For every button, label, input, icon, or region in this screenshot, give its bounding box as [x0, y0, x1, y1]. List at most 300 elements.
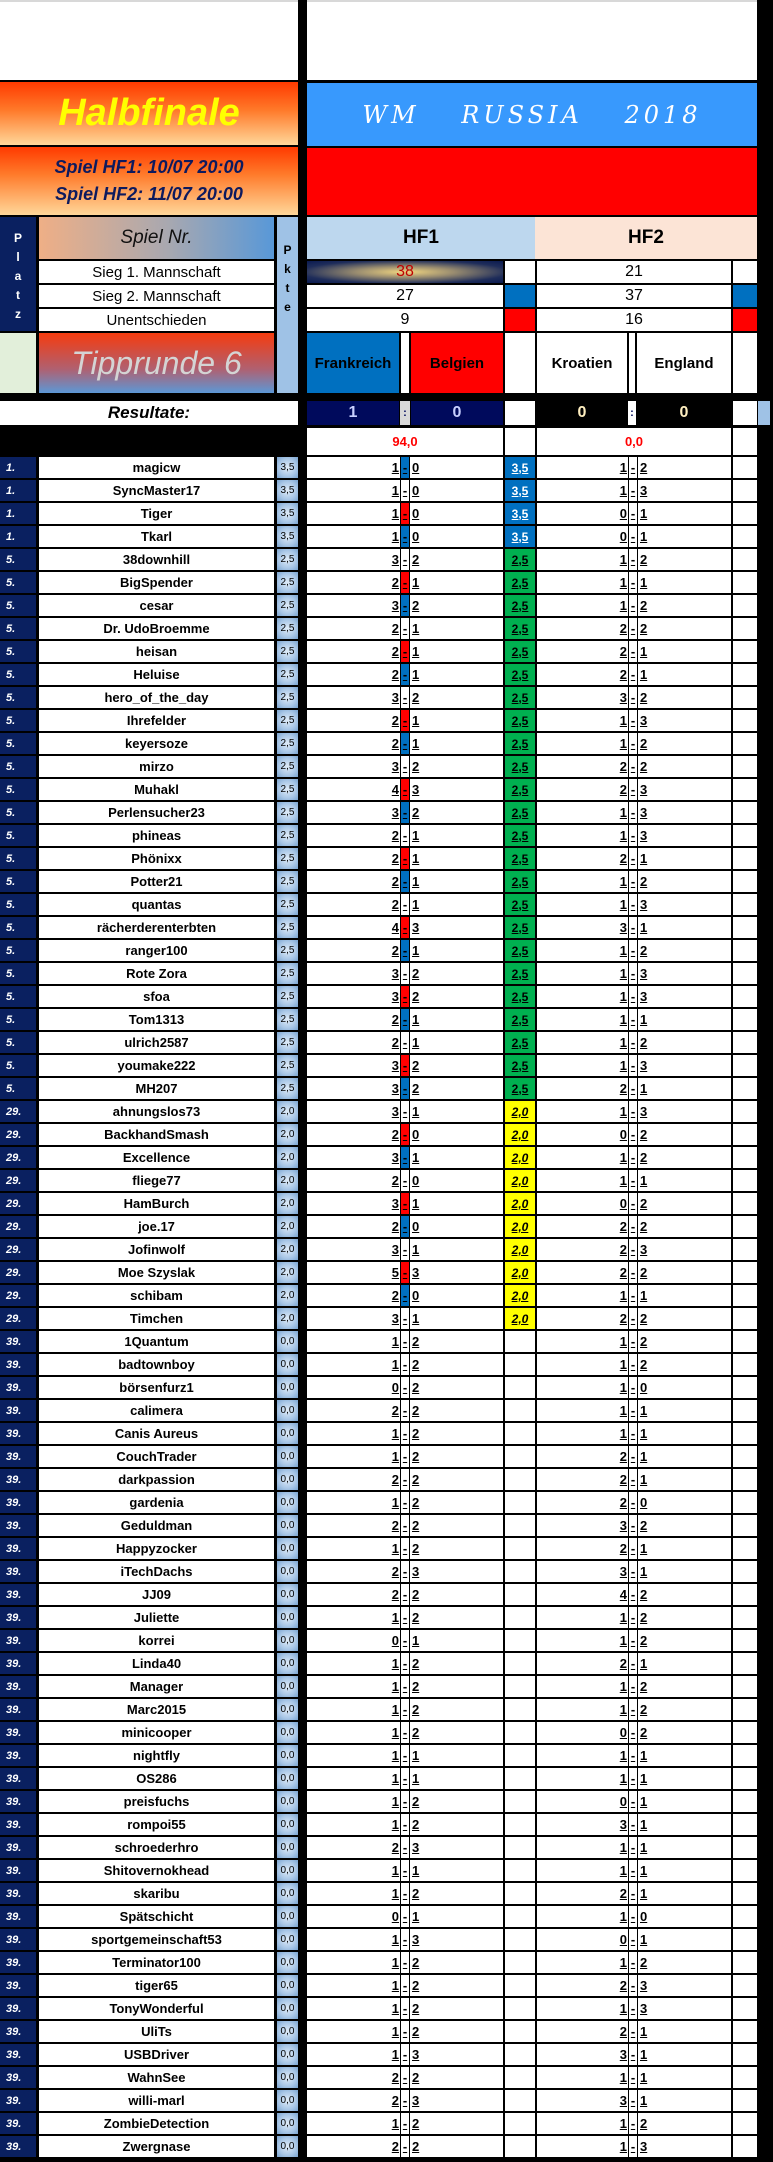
rank-cell: 39. [0, 1538, 36, 1559]
hf1-points-badge: 2,5 [505, 940, 535, 961]
flag-stripe-red [505, 309, 535, 331]
platz-letter: a [14, 269, 22, 283]
hf1-tip-cell [307, 1216, 503, 1237]
table-row [0, 894, 773, 917]
hf1-tip-cell [307, 1699, 503, 1720]
player-points: 0,0 [277, 2113, 298, 2134]
hf2-tip-home: 3 [619, 1817, 627, 1832]
hf2-tip-away: 3 [640, 2001, 648, 2016]
rank-cell: 39. [0, 1814, 36, 1835]
hf2-points-badge [733, 1492, 757, 1513]
points-total-hf2: 0,0 [537, 428, 731, 455]
hf1-points-badge: 2,5 [505, 687, 535, 708]
rank-cell: 5. [0, 664, 36, 685]
hf2-tendency-marker: - [630, 1127, 636, 1142]
hf2-draw-count: 16 [537, 309, 731, 331]
hf2-tendency-marker: - [630, 1403, 636, 1418]
hf1-tendency-marker: - [401, 1722, 409, 1743]
hf2-tendency-marker: - [630, 1702, 636, 1717]
hf1-tendency-marker: - [401, 1078, 409, 1099]
hf1-tendency-marker: - [401, 756, 409, 777]
hf2-points-badge [733, 526, 757, 547]
hf2-tip-cell [537, 733, 731, 754]
hf1-tip-away: 2 [412, 1403, 420, 1418]
hf1-tendency-marker: - [401, 687, 409, 708]
hf2-tip-cell [537, 802, 731, 823]
player-points: 0,0 [277, 1814, 298, 1835]
table-row [0, 1469, 773, 1492]
hf2-points-badge [733, 1193, 757, 1214]
result-spacer [505, 401, 535, 425]
table-row [0, 664, 773, 687]
player-points: 0,0 [277, 1515, 298, 1536]
hf1-tip-cell [307, 1239, 503, 1260]
hf1-tendency-marker: - [401, 2113, 409, 2134]
hf2-tip-home: 2 [619, 1472, 627, 1487]
hf2-tip-home: 1 [619, 1771, 627, 1786]
hf2-tip-home: 2 [619, 621, 627, 636]
hf2-tip-away: 1 [640, 920, 648, 935]
hf1-tip-cell [307, 1055, 503, 1076]
hf1-tip-home: 2 [391, 2093, 399, 2108]
hf1-tip-home: 2 [391, 1173, 399, 1188]
hf1-tip-away: 2 [412, 598, 420, 613]
player-name: Tiger [39, 503, 274, 524]
hf2-tip-home: 1 [619, 1403, 627, 1418]
table-row [0, 1009, 773, 1032]
player-name: SyncMaster17 [39, 480, 274, 501]
hf2-tip-away: 1 [640, 1449, 648, 1464]
hf2-tendency-marker: - [630, 506, 636, 521]
hf1-tip-cell [307, 1124, 503, 1145]
hf2-tip-away: 2 [640, 1610, 648, 1625]
hf1-points-badge [505, 1584, 535, 1605]
hf1-tip-cell [307, 641, 503, 662]
hf1-tip-away: 1 [412, 667, 420, 682]
hf1-tendency-marker: - [401, 1354, 409, 1375]
hf2-tendency-marker: - [630, 1955, 636, 1970]
match-header-hf2: HF2 [535, 217, 757, 259]
player-name: ahnungslos73 [39, 1101, 274, 1122]
hf1-tip-cell [307, 2021, 503, 2042]
hf2-tip-home: 0 [619, 1932, 627, 1947]
hf1-tendency-marker: - [401, 1400, 409, 1421]
player-name: schibam [39, 1285, 274, 1306]
hf2-tip-home: 1 [619, 1357, 627, 1372]
hf1-tip-home: 1 [391, 1817, 399, 1832]
hf1-tip-cell [307, 1308, 503, 1329]
hf2-tendency-marker: - [630, 667, 636, 682]
hf1-tip-away: 1 [412, 575, 420, 590]
hf2-points-badge [733, 1745, 757, 1766]
hf2-tip-away: 1 [640, 1886, 648, 1901]
player-name: Zwergnase [39, 2136, 274, 2157]
table-row [0, 1147, 773, 1170]
hf1-tip-home: 3 [391, 598, 399, 613]
hf2-tip-away: 2 [640, 1311, 648, 1326]
hf2-tip-home: 1 [619, 1104, 627, 1119]
hf2-tip-cell [537, 1055, 731, 1076]
hf2-tendency-marker: - [630, 483, 636, 498]
hf1-tip-home: 2 [391, 828, 399, 843]
hf2-tip-away: 2 [640, 1334, 648, 1349]
hf1-tip-away: 0 [412, 460, 420, 475]
hf1-tip-away: 1 [412, 1909, 420, 1924]
hf2-points-badge [733, 1952, 757, 1973]
hf2-tip-away: 1 [640, 506, 648, 521]
team-hf2-away: England [637, 333, 731, 393]
hf1-tip-home: 3 [391, 805, 399, 820]
hf1-points-badge [505, 2067, 535, 2088]
hf1-points-badge [505, 1676, 535, 1697]
hf2-tendency-marker: - [630, 713, 636, 728]
hf1-tip-home: 1 [391, 1771, 399, 1786]
player-name: MH207 [39, 1078, 274, 1099]
hf2-tip-away: 2 [640, 874, 648, 889]
rank-cell: 39. [0, 2090, 36, 2111]
hf2-tendency-marker: - [630, 1035, 636, 1050]
pkte-letter: P [283, 243, 292, 257]
hf2-tip-home: 1 [619, 2001, 627, 2016]
hf2-tip-cell [537, 1630, 731, 1651]
player-name: gardenia [39, 1492, 274, 1513]
hf1-points-badge [505, 1975, 535, 1996]
hf2-tip-home: 2 [619, 1219, 627, 1234]
hf1-tip-cell [307, 2136, 503, 2157]
table-row [0, 1768, 773, 1791]
hf2-tendency-marker: - [630, 529, 636, 544]
hf2-tip-cell [537, 894, 731, 915]
hf1-tip-away: 0 [412, 483, 420, 498]
hf2-tip-home: 0 [619, 1725, 627, 1740]
hf1-points-badge: 2,0 [505, 1239, 535, 1260]
rank-cell: 5. [0, 1032, 36, 1053]
hf2-points-badge [733, 1331, 757, 1352]
player-name: Terminator100 [39, 1952, 274, 1973]
hf1-tendency-marker: - [401, 1791, 409, 1812]
hf1-tip-home: 3 [391, 690, 399, 705]
hf1-tip-away: 2 [412, 2116, 420, 2131]
hf1-tip-home: 1 [391, 506, 399, 521]
hf1-tip-away: 1 [412, 828, 420, 843]
hf2-tip-cell [537, 1423, 731, 1444]
hf2-tendency-marker: - [630, 2001, 636, 2016]
hf1-tip-away: 2 [412, 1426, 420, 1441]
rank-cell: 39. [0, 1998, 36, 2019]
hf2-tip-home: 1 [619, 1909, 627, 1924]
rank-cell: 5. [0, 1055, 36, 1076]
hf2-tip-away: 2 [640, 1265, 648, 1280]
player-points: 2,5 [277, 963, 298, 984]
hf2-tip-away: 2 [640, 690, 648, 705]
table-row [0, 1630, 773, 1653]
hf2-tip-cell [537, 1124, 731, 1145]
hf1-tip-home: 2 [391, 1564, 399, 1579]
hf1-tendency-marker: - [401, 1975, 409, 1996]
table-row [0, 549, 773, 572]
player-name: skaribu [39, 1883, 274, 1904]
hf1-points-badge [505, 1331, 535, 1352]
hf1-tendency-marker: - [401, 1055, 409, 1076]
hf2-points-badge [733, 963, 757, 984]
hf1-tip-home: 3 [391, 552, 399, 567]
result-hf2-away: 0 [637, 401, 731, 425]
hf2-tip-away: 2 [640, 1150, 648, 1165]
hf1-tendency-marker: - [401, 572, 409, 593]
table-row [0, 1837, 773, 1860]
player-points: 2,5 [277, 664, 298, 685]
hf2-tip-away: 2 [640, 736, 648, 751]
table-row [0, 825, 773, 848]
hf1-points-badge [505, 1630, 535, 1651]
player-points: 2,5 [277, 1055, 298, 1076]
player-points: 2,5 [277, 1078, 298, 1099]
player-points: 0,0 [277, 1538, 298, 1559]
table-row [0, 1216, 773, 1239]
player-points: 2,0 [277, 1101, 298, 1122]
hf1-tip-cell [307, 572, 503, 593]
hf2-tip-cell [537, 1515, 731, 1536]
hf1-tendency-marker: - [401, 1101, 409, 1122]
hf1-tip-home: 1 [391, 1932, 399, 1947]
player-points: 2,5 [277, 1032, 298, 1053]
hf1-tip-away: 0 [412, 1173, 420, 1188]
player-name: ulrich2587 [39, 1032, 274, 1053]
hf1-points-badge [505, 1538, 535, 1559]
player-name: Phönixx [39, 848, 274, 869]
hf1-tendency-marker: - [401, 1193, 409, 1214]
hf2-tip-cell [537, 1607, 731, 1628]
hf2-tip-cell [537, 1377, 731, 1398]
hf2-tip-home: 1 [619, 1012, 627, 1027]
rank-cell: 39. [0, 1745, 36, 1766]
rank-cell: 29. [0, 1170, 36, 1191]
hf1-tip-cell [307, 1377, 503, 1398]
resultate-label: Resultate: [0, 401, 298, 425]
hf2-points-badge [733, 986, 757, 1007]
hf2-tendency-marker: - [630, 1472, 636, 1487]
hf2-sieg1-count: 21 [537, 261, 731, 283]
table-row [0, 1078, 773, 1101]
player-points: 2,5 [277, 687, 298, 708]
hf1-tip-home: 0 [391, 1633, 399, 1648]
hf1-tendency-marker: - [401, 1952, 409, 1973]
hf1-tip-cell [307, 733, 503, 754]
result-hf2-home: 0 [537, 401, 627, 425]
hf2-points-badge [733, 825, 757, 846]
hf2-tip-cell [537, 457, 731, 478]
hf2-tip-away: 2 [640, 1725, 648, 1740]
top-blank-right [307, 0, 757, 80]
hf2-points-badge [733, 894, 757, 915]
hf1-points-badge [505, 1446, 535, 1467]
hf1-tip-cell [307, 1768, 503, 1789]
hf1-tip-cell [307, 1101, 503, 1122]
rank-cell: 39. [0, 1722, 36, 1743]
hf2-tip-away: 3 [640, 966, 648, 981]
hf1-points-badge: 2,0 [505, 1101, 535, 1122]
table-row [0, 572, 773, 595]
hf1-tendency-marker: - [401, 1837, 409, 1858]
hf2-tendency-marker: - [630, 920, 636, 935]
hf2-points-badge [733, 1814, 757, 1835]
hf2-tip-home: 1 [619, 1035, 627, 1050]
hf1-tip-away: 2 [412, 2070, 420, 2085]
player-name: Happyzocker [39, 1538, 274, 1559]
hf2-tip-home: 3 [619, 2093, 627, 2108]
hf1-tip-cell [307, 1745, 503, 1766]
hf2-tip-home: 4 [619, 1587, 627, 1602]
hf2-points-badge [733, 1170, 757, 1191]
hf2-tip-cell [537, 1722, 731, 1743]
hf2-tendency-marker: - [630, 943, 636, 958]
flag-stripe-blue [505, 285, 535, 307]
pkte-letter: e [284, 300, 291, 314]
hf1-points-badge [505, 1492, 535, 1513]
hf1-tendency-marker: - [401, 1653, 409, 1674]
table-row [0, 1377, 773, 1400]
hf2-tip-home: 2 [619, 759, 627, 774]
hf2-tendency-marker: - [630, 1357, 636, 1372]
player-points: 0,0 [277, 1400, 298, 1421]
hf2-tendency-marker: - [630, 851, 636, 866]
hf1-tip-cell [307, 779, 503, 800]
hf2-points-badge [733, 871, 757, 892]
hf2-points-badge [733, 1837, 757, 1858]
hf1-tendency-marker: - [401, 526, 409, 547]
rank-cell: 1. [0, 526, 36, 547]
hf2-tendency-marker: - [630, 1748, 636, 1763]
hf1-tip-away: 2 [412, 759, 420, 774]
hf2-tip-home: 1 [619, 1150, 627, 1165]
hf2-tendency-marker: - [630, 1610, 636, 1625]
rank-cell: 5. [0, 963, 36, 984]
rank-cell: 39. [0, 1837, 36, 1858]
hf2-tip-away: 0 [640, 1909, 648, 1924]
rank-cell: 39. [0, 1630, 36, 1651]
hf1-tip-cell [307, 1607, 503, 1628]
hf1-tendency-marker: - [401, 2044, 409, 2065]
hf2-tip-away: 0 [640, 1495, 648, 1510]
hf1-tendency-marker: - [401, 2136, 409, 2157]
hf2-tip-away: 2 [640, 1633, 648, 1648]
player-name: Manager [39, 1676, 274, 1697]
rank-cell: 39. [0, 1331, 36, 1352]
hf2-tip-home: 1 [619, 736, 627, 751]
rank-cell: 39. [0, 2021, 36, 2042]
hf1-points-badge: 2,5 [505, 733, 535, 754]
hf1-tendency-marker: - [401, 733, 409, 754]
hf2-tip-home: 1 [619, 713, 627, 728]
hf1-tip-cell [307, 687, 503, 708]
hf1-tip-away: 2 [412, 1725, 420, 1740]
player-name: Heluise [39, 664, 274, 685]
hf2-tip-cell [537, 2136, 731, 2157]
player-name: Spätschicht [39, 1906, 274, 1927]
hf2-tendency-marker: - [630, 805, 636, 820]
player-points: 0,0 [277, 1676, 298, 1697]
hf1-points-badge [505, 1768, 535, 1789]
hf2-tip-home: 2 [619, 782, 627, 797]
hf1-tip-cell [307, 871, 503, 892]
hf1-tip-cell [307, 1147, 503, 1168]
hf2-tendency-marker: - [630, 1909, 636, 1924]
hf1-tip-home: 5 [391, 1265, 399, 1280]
hf2-points-badge [733, 641, 757, 662]
hf2-points-badge [733, 664, 757, 685]
hf1-tendency-marker: - [401, 1768, 409, 1789]
rank-cell: 39. [0, 1515, 36, 1536]
player-name: Juliette [39, 1607, 274, 1628]
red-banner [307, 148, 757, 215]
hf1-tendency-marker: - [401, 1814, 409, 1835]
hf1-tip-home: 3 [391, 759, 399, 774]
hf2-tendency-marker: - [630, 621, 636, 636]
hf1-tip-home: 2 [391, 874, 399, 889]
hf1-tip-cell [307, 1538, 503, 1559]
team-separator [401, 333, 409, 393]
rank-cell: 5. [0, 848, 36, 869]
hf2-tendency-marker: - [630, 1725, 636, 1740]
hf1-tip-home: 3 [391, 1242, 399, 1257]
hf2-tendency-marker: - [630, 989, 636, 1004]
team-hf1-home: Frankreich [307, 333, 399, 393]
hf1-tip-away: 2 [412, 1656, 420, 1671]
hf1-tip-away: 2 [412, 1081, 420, 1096]
hf2-tendency-marker: - [630, 1242, 636, 1257]
hf1-tip-cell [307, 2067, 503, 2088]
tournament-banner: WM RUSSIA 2018 [307, 83, 757, 146]
hf2-tip-home: 1 [619, 2070, 627, 2085]
hf1-points-badge: 2,0 [505, 1147, 535, 1168]
hf1-tip-away: 3 [412, 920, 420, 935]
hf2-tip-home: 0 [619, 1794, 627, 1809]
hf1-points-badge [505, 1561, 535, 1582]
hf1-tip-cell [307, 2044, 503, 2065]
player-points: 2,0 [277, 1285, 298, 1306]
hf1-tendency-marker: - [401, 1032, 409, 1053]
hf2-tip-home: 2 [619, 1495, 627, 1510]
table-row [0, 1952, 773, 1975]
hf2-tip-cell [537, 1975, 731, 1996]
hf1-tendency-marker: - [401, 2021, 409, 2042]
table-row [0, 1860, 773, 1883]
hf1-points-badge: 2,0 [505, 1193, 535, 1214]
hf2-tip-cell [537, 503, 731, 524]
player-name: BigSpender [39, 572, 274, 593]
hf1-points-badge: 2,0 [505, 1124, 535, 1145]
hf1-points-badge: 2,5 [505, 963, 535, 984]
hf1-tendency-marker: - [401, 1515, 409, 1536]
hf1-tip-home: 0 [391, 1380, 399, 1395]
hf2-tip-home: 1 [619, 966, 627, 981]
hf1-points-badge [505, 1607, 535, 1628]
hf1-tendency-marker: - [401, 779, 409, 800]
hf1-tip-away: 2 [412, 2024, 420, 2039]
hf1-tip-cell [307, 1952, 503, 1973]
player-name: Canis Aureus [39, 1423, 274, 1444]
table-row [0, 2090, 773, 2113]
flag-stripe-white [505, 261, 535, 283]
hf2-tip-away: 3 [640, 1058, 648, 1073]
hf1-tip-away: 2 [412, 966, 420, 981]
player-points: 0,0 [277, 2090, 298, 2111]
table-row [0, 848, 773, 871]
hf1-tip-home: 2 [391, 1587, 399, 1602]
hf2-tip-home: 1 [619, 1863, 627, 1878]
hf2-tip-home: 1 [619, 460, 627, 475]
hf1-tip-home: 2 [391, 851, 399, 866]
